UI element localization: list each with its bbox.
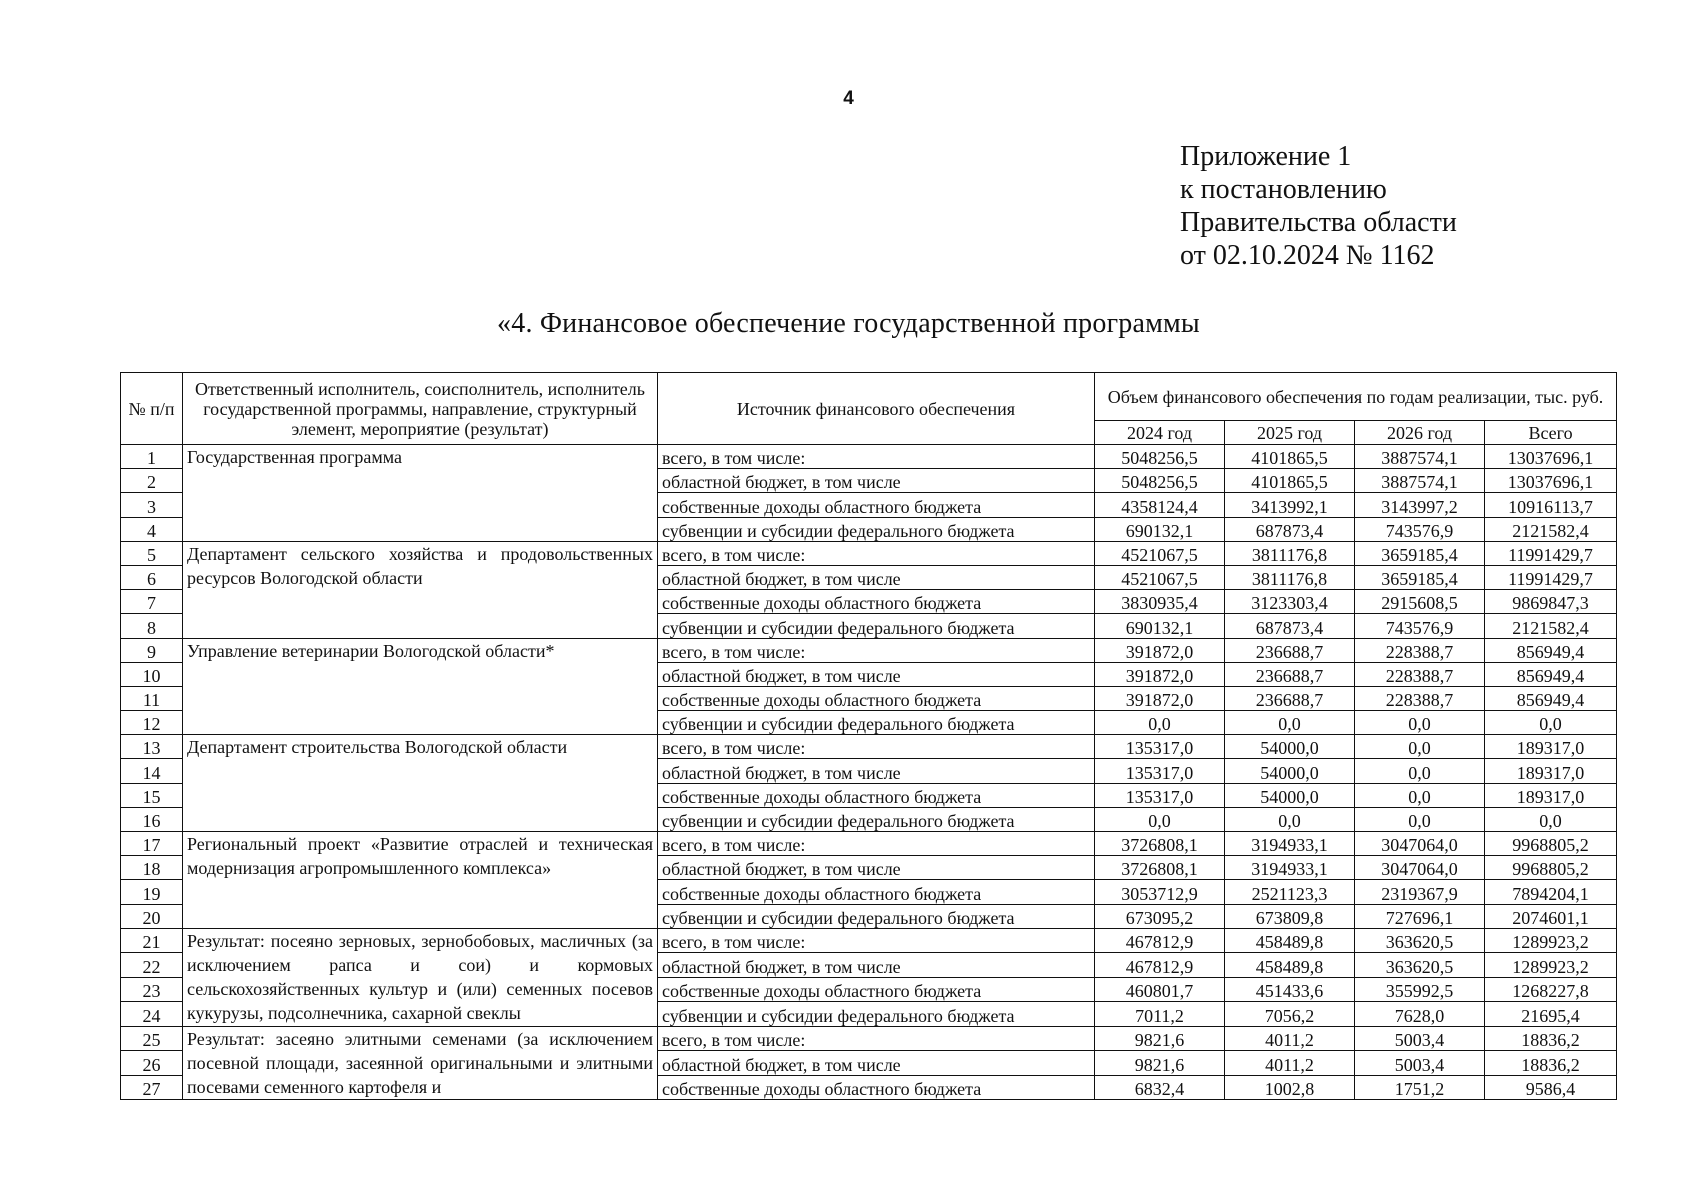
value-2025: 236688,7 [1225, 686, 1355, 710]
source-cell: всего, в том числе: [658, 541, 1095, 565]
value-total: 21695,4 [1485, 1002, 1617, 1026]
value-2024: 467812,9 [1095, 953, 1225, 977]
value-2024: 391872,0 [1095, 686, 1225, 710]
row-number: 5 [121, 541, 183, 565]
value-2025: 1002,8 [1225, 1075, 1355, 1100]
value-2024: 690132,1 [1095, 517, 1225, 541]
source-cell: областной бюджет, в том числе [658, 953, 1095, 977]
header-year-2024: 2024 год [1095, 421, 1225, 445]
value-2024: 3726808,1 [1095, 856, 1225, 880]
header-num: № п/п [121, 373, 183, 445]
value-2026: 0,0 [1355, 783, 1485, 807]
value-2026: 7628,0 [1355, 1002, 1485, 1026]
executor-cell: Государственная программа [183, 445, 658, 542]
row-number: 16 [121, 807, 183, 831]
row-number: 26 [121, 1051, 183, 1076]
value-2024: 135317,0 [1095, 759, 1225, 783]
row-number: 4 [121, 517, 183, 541]
value-2024: 4521067,5 [1095, 565, 1225, 589]
source-cell: собственные доходы областного бюджета [658, 880, 1095, 904]
value-2026: 3047064,0 [1355, 856, 1485, 880]
appendix-line: от 02.10.2024 № 1162 [1180, 240, 1435, 271]
value-2025: 458489,8 [1225, 928, 1355, 952]
header-volume: Объем финансового обеспечения по годам реализации, тыс. руб. [1095, 373, 1617, 421]
row-number: 9 [121, 638, 183, 662]
source-cell: всего, в том числе: [658, 928, 1095, 952]
value-2026: 743576,9 [1355, 614, 1485, 638]
value-2024: 3830935,4 [1095, 590, 1225, 614]
value-2024: 467812,9 [1095, 928, 1225, 952]
value-2024: 135317,0 [1095, 783, 1225, 807]
value-2026: 3887574,1 [1355, 445, 1485, 469]
value-2026: 0,0 [1355, 711, 1485, 735]
table-row [121, 735, 1617, 759]
value-2026: 5003,4 [1355, 1026, 1485, 1051]
row-number: 10 [121, 662, 183, 686]
source-cell: субвенции и субсидии федерального бюджета [658, 614, 1095, 638]
value-2026: 2319367,9 [1355, 880, 1485, 904]
financing-table [120, 372, 1617, 1100]
source-cell: собственные доходы областного бюджета [658, 493, 1095, 517]
value-total: 13037696,1 [1485, 445, 1617, 469]
source-cell: областной бюджет, в том числе [658, 469, 1095, 493]
source-cell: собственные доходы областного бюджета [658, 590, 1095, 614]
value-total: 9586,4 [1485, 1075, 1617, 1100]
source-cell: всего, в том числе: [658, 832, 1095, 856]
value-total: 1289923,2 [1485, 953, 1617, 977]
table-row [121, 541, 1617, 565]
source-cell: собственные доходы областного бюджета [658, 686, 1095, 710]
value-2026: 228388,7 [1355, 662, 1485, 686]
row-number: 6 [121, 565, 183, 589]
source-cell: областной бюджет, в том числе [658, 1051, 1095, 1076]
source-cell: всего, в том числе: [658, 445, 1095, 469]
executor-cell: Департамент сельского хозяйства и продовольственных ресурсов Вологодской области [183, 541, 658, 638]
value-2024: 4521067,5 [1095, 541, 1225, 565]
value-2025: 3194933,1 [1225, 832, 1355, 856]
row-number: 25 [121, 1026, 183, 1051]
row-number: 2 [121, 469, 183, 493]
value-2024: 0,0 [1095, 711, 1225, 735]
value-2026: 355992,5 [1355, 977, 1485, 1001]
table-body [121, 445, 1617, 1100]
header-year-2026: 2026 год [1355, 421, 1485, 445]
source-cell: собственные доходы областного бюджета [658, 1075, 1095, 1100]
appendix-line: к постановлению [1180, 174, 1387, 205]
row-number: 19 [121, 880, 183, 904]
section-title: «4. Финансовое обеспечение государственной программы [497, 308, 1200, 339]
value-2025: 4011,2 [1225, 1051, 1355, 1076]
value-2025: 3413992,1 [1225, 493, 1355, 517]
source-cell: субвенции и субсидии федерального бюджета [658, 517, 1095, 541]
source-cell: всего, в том числе: [658, 735, 1095, 759]
value-total: 1268227,8 [1485, 977, 1617, 1001]
row-number: 18 [121, 856, 183, 880]
value-2026: 727696,1 [1355, 904, 1485, 928]
value-total: 9968805,2 [1485, 856, 1617, 880]
value-2026: 3659185,4 [1355, 565, 1485, 589]
value-total: 18836,2 [1485, 1051, 1617, 1076]
row-number: 11 [121, 686, 183, 710]
value-total: 11991429,7 [1485, 565, 1617, 589]
value-2026: 3143997,2 [1355, 493, 1485, 517]
row-number: 27 [121, 1075, 183, 1100]
value-2025: 54000,0 [1225, 735, 1355, 759]
header-total: Всего [1485, 421, 1617, 445]
value-2025: 451433,6 [1225, 977, 1355, 1001]
value-total: 856949,4 [1485, 686, 1617, 710]
value-2024: 9821,6 [1095, 1026, 1225, 1051]
value-2026: 5003,4 [1355, 1051, 1485, 1076]
value-2025: 3811176,8 [1225, 541, 1355, 565]
row-number: 15 [121, 783, 183, 807]
value-total: 11991429,7 [1485, 541, 1617, 565]
value-2025: 7056,2 [1225, 1002, 1355, 1026]
row-number: 8 [121, 614, 183, 638]
value-2024: 460801,7 [1095, 977, 1225, 1001]
executor-cell: Региональный проект «Развитие отраслей и техническая модернизация агропромышленного комплекса» [183, 832, 658, 929]
value-2025: 4011,2 [1225, 1026, 1355, 1051]
executor-cell: Результат: посеяно зерновых, зернобобовых, масличных (за исключением рапса и сои) и кормовых сельскохозяйственных культур и (или) семенных посевов кукурузы, подсолнечника, сахарной свеклы [183, 928, 658, 1026]
value-2026: 2915608,5 [1355, 590, 1485, 614]
value-2025: 3811176,8 [1225, 565, 1355, 589]
value-2025: 3123303,4 [1225, 590, 1355, 614]
value-2026: 0,0 [1355, 735, 1485, 759]
row-number: 14 [121, 759, 183, 783]
appendix-block [1180, 140, 1457, 272]
value-total: 10916113,7 [1485, 493, 1617, 517]
row-number: 20 [121, 904, 183, 928]
value-total: 1289923,2 [1485, 928, 1617, 952]
value-total: 7894204,1 [1485, 880, 1617, 904]
table-row [121, 638, 1617, 662]
value-total: 856949,4 [1485, 638, 1617, 662]
value-total: 856949,4 [1485, 662, 1617, 686]
source-cell: собственные доходы областного бюджета [658, 977, 1095, 1001]
row-number: 24 [121, 1002, 183, 1026]
row-number: 17 [121, 832, 183, 856]
value-total: 0,0 [1485, 711, 1617, 735]
source-cell: всего, в том числе: [658, 638, 1095, 662]
value-2024: 3726808,1 [1095, 832, 1225, 856]
value-2025: 4101865,5 [1225, 445, 1355, 469]
value-total: 18836,2 [1485, 1026, 1617, 1051]
source-cell: собственные доходы областного бюджета [658, 783, 1095, 807]
value-total: 189317,0 [1485, 735, 1617, 759]
page-number: 4 [843, 88, 854, 109]
table-row [121, 832, 1617, 856]
value-2025: 458489,8 [1225, 953, 1355, 977]
row-number: 21 [121, 928, 183, 952]
value-2024: 4358124,4 [1095, 493, 1225, 517]
value-2026: 228388,7 [1355, 638, 1485, 662]
source-cell: субвенции и субсидии федерального бюджета [658, 711, 1095, 735]
value-2026: 3659185,4 [1355, 541, 1485, 565]
value-2025: 54000,0 [1225, 759, 1355, 783]
executor-cell: Департамент строительства Вологодской области [183, 735, 658, 832]
value-2026: 363620,5 [1355, 953, 1485, 977]
value-total: 0,0 [1485, 807, 1617, 831]
value-2024: 3053712,9 [1095, 880, 1225, 904]
value-2024: 135317,0 [1095, 735, 1225, 759]
header-executor: Ответственный исполнитель, соисполнитель, исполнитель государственной программы, направление, структурный элемент, мероприятие (результат) [183, 373, 658, 445]
value-total: 13037696,1 [1485, 469, 1617, 493]
value-2025: 236688,7 [1225, 662, 1355, 686]
source-cell: областной бюджет, в том числе [658, 856, 1095, 880]
value-2026: 743576,9 [1355, 517, 1485, 541]
value-2026: 0,0 [1355, 807, 1485, 831]
source-cell: областной бюджет, в том числе [658, 662, 1095, 686]
value-total: 2121582,4 [1485, 517, 1617, 541]
value-2025: 236688,7 [1225, 638, 1355, 662]
value-2026: 228388,7 [1355, 686, 1485, 710]
source-cell: субвенции и субсидии федерального бюджета [658, 807, 1095, 831]
source-cell: субвенции и субсидии федерального бюджета [658, 904, 1095, 928]
row-number: 22 [121, 953, 183, 977]
table-row [121, 928, 1617, 952]
row-number: 23 [121, 977, 183, 1001]
row-number: 1 [121, 445, 183, 469]
value-total: 2121582,4 [1485, 614, 1617, 638]
value-2024: 9821,6 [1095, 1051, 1225, 1076]
row-number: 7 [121, 590, 183, 614]
source-cell: областной бюджет, в том числе [658, 759, 1095, 783]
header-year-2025: 2025 год [1225, 421, 1355, 445]
table-row [121, 1026, 1617, 1051]
value-2026: 1751,2 [1355, 1075, 1485, 1100]
row-number: 12 [121, 711, 183, 735]
row-number: 13 [121, 735, 183, 759]
executor-cell: Результат: засеяно элитными семенами (за исключением посевной площади, засеянной оригинальными и элитными посевами семенного картофеля и [183, 1026, 658, 1100]
value-2024: 5048256,5 [1095, 469, 1225, 493]
value-total: 189317,0 [1485, 759, 1617, 783]
value-2025: 687873,4 [1225, 614, 1355, 638]
source-cell: областной бюджет, в том числе [658, 565, 1095, 589]
value-2025: 3194933,1 [1225, 856, 1355, 880]
value-2025: 2521123,3 [1225, 880, 1355, 904]
value-total: 189317,0 [1485, 783, 1617, 807]
header-source: Источник финансового обеспечения [658, 373, 1095, 445]
value-2024: 0,0 [1095, 807, 1225, 831]
value-2026: 3887574,1 [1355, 469, 1485, 493]
value-2024: 673095,2 [1095, 904, 1225, 928]
value-2025: 687873,4 [1225, 517, 1355, 541]
value-total: 9869847,3 [1485, 590, 1617, 614]
value-2024: 391872,0 [1095, 662, 1225, 686]
value-total: 2074601,1 [1485, 904, 1617, 928]
value-2024: 690132,1 [1095, 614, 1225, 638]
row-number: 3 [121, 493, 183, 517]
value-2025: 4101865,5 [1225, 469, 1355, 493]
value-2025: 54000,0 [1225, 783, 1355, 807]
value-2024: 391872,0 [1095, 638, 1225, 662]
executor-cell: Управление ветеринарии Вологодской области* [183, 638, 658, 735]
value-2025: 0,0 [1225, 711, 1355, 735]
appendix-line: Приложение 1 [1180, 141, 1352, 172]
value-2025: 0,0 [1225, 807, 1355, 831]
value-2026: 363620,5 [1355, 928, 1485, 952]
appendix-line: Правительства области [1180, 207, 1457, 238]
source-cell: субвенции и субсидии федерального бюджета [658, 1002, 1095, 1026]
value-2024: 7011,2 [1095, 1002, 1225, 1026]
value-total: 9968805,2 [1485, 832, 1617, 856]
value-2026: 0,0 [1355, 759, 1485, 783]
value-2025: 673809,8 [1225, 904, 1355, 928]
value-2024: 6832,4 [1095, 1075, 1225, 1100]
table-row [121, 445, 1617, 469]
value-2024: 5048256,5 [1095, 445, 1225, 469]
source-cell: всего, в том числе: [658, 1026, 1095, 1051]
value-2026: 3047064,0 [1355, 832, 1485, 856]
